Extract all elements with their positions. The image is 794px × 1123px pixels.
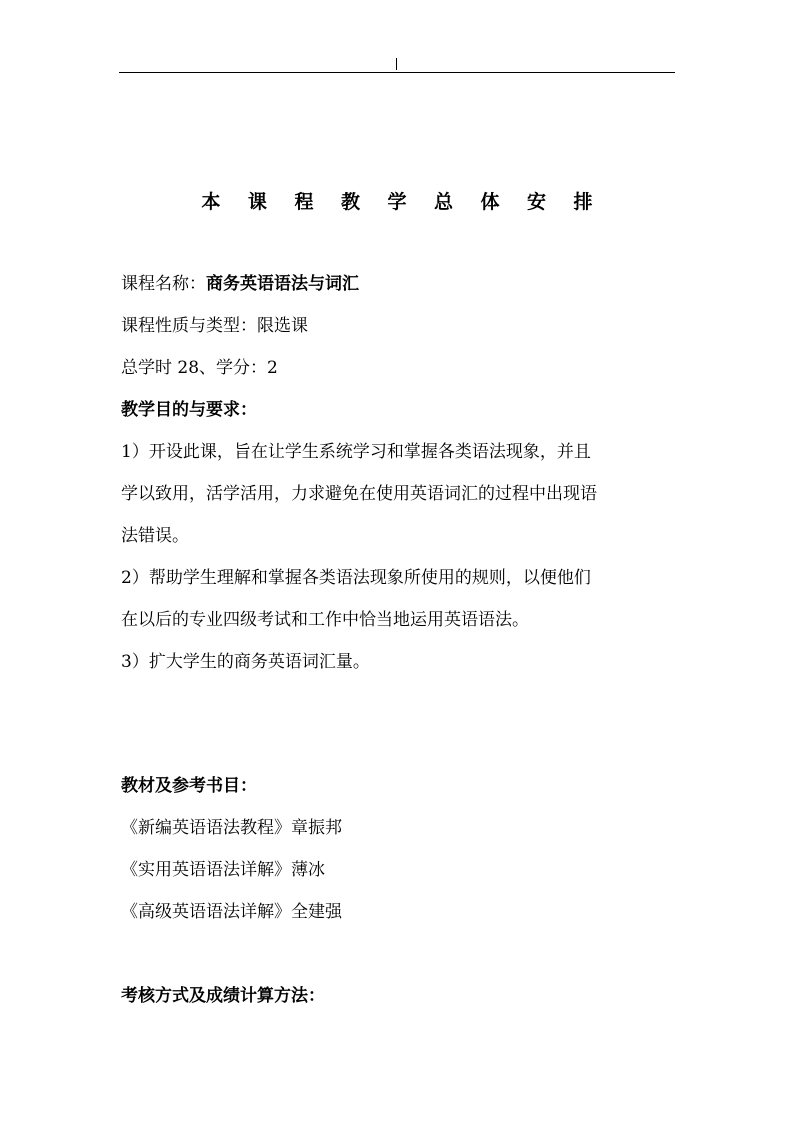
objectives-heading: 教学目的与要求： bbox=[121, 400, 257, 420]
objectives-line: 学以致用，活学活用，力求避免在使用英语词汇的过程中出现语 bbox=[121, 484, 597, 504]
textbook-item: 《实用英语语法详解》薄冰 bbox=[121, 860, 325, 880]
assessment-heading: 考核方式及成绩计算方法： bbox=[121, 986, 325, 1006]
course-name-value: 商务英语语法与词汇 bbox=[206, 274, 359, 294]
objectives-line: 1）开设此课，旨在让学生系统学习和掌握各类语法现象，并且 bbox=[121, 442, 591, 462]
page-title: 本 课 程 教 学 总 体 安 排 bbox=[201, 191, 603, 213]
objectives-line: 在以后的专业四级考试和工作中恰当地运用英语语法。 bbox=[121, 610, 529, 630]
objectives-line: 3）扩大学生的商务英语词汇量。 bbox=[121, 652, 370, 672]
course-type: 课程性质与类型：限选课 bbox=[121, 316, 308, 336]
header-mark bbox=[396, 58, 397, 70]
header-rule bbox=[119, 72, 675, 73]
course-name-label: 课程名称： bbox=[121, 274, 206, 294]
textbook-item: 《高级英语语法详解》全建强 bbox=[121, 902, 342, 922]
objectives-line: 法错误。 bbox=[121, 526, 189, 546]
textbooks-heading: 教材及参考书目： bbox=[121, 776, 257, 796]
course-name bbox=[121, 272, 359, 296]
textbook-item: 《新编英语语法教程》章振邦 bbox=[121, 818, 342, 838]
hours-credits: 总学时 28、学分：2 bbox=[121, 358, 278, 378]
objectives-line: 2）帮助学生理解和掌握各类语法现象所使用的规则，以便他们 bbox=[121, 568, 591, 588]
